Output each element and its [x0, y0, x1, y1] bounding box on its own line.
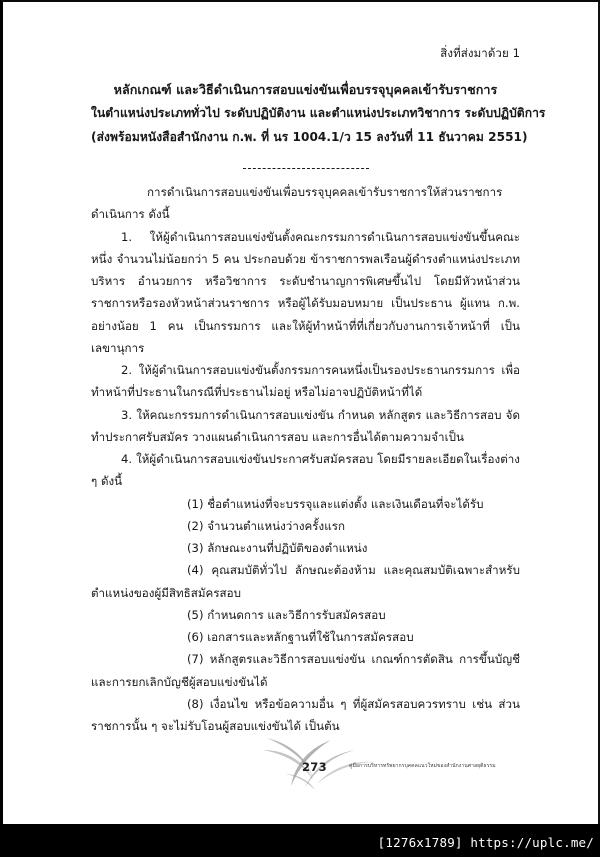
watermark-text: [1276x1789] https://uplc.me/ — [377, 835, 594, 850]
clause-3-number: 3. — [121, 407, 133, 422]
footer-note: คู่มือการบริหารทรัพยากรบุคคลแนวใหม่ของสำนักงานศาลยุติธรรม — [349, 763, 496, 769]
sub-item-7 — [91, 648, 520, 693]
clause-1-text: ให้ผู้ดำเนินการสอบแข่งขันตั้งคณะกรรมการดำเนินการสอบแข่งขันขึ้นคณะหนึ่ง จำนวนไม่น้อยกว่า 5 คน ประกอบด้วย ข้าราชการพลเรือนผู้ดำรงตำแหน่งประเภทบริหาร อำนวยการ หรือวิชาการ ระดับชำนาญการพิเศษขึ้นไป โดยมีหัวหน้าส่วนราชการหรือรองหัวหน้าส่วนราชการ หรือผู้ได้รับมอบหมาย เป็นประธาน ผู้แทน ก.พ. อย่างน้อย 1 คน เป็นกรรมการ และให้ผู้ทำหน้าที่ที่เกี่ยวกับงานการเจ้าหน้าที่ เป็นเลขานุการ — [91, 229, 520, 355]
clause-3 — [91, 404, 520, 449]
sub-item-8-text: เงื่อนไข หรือข้อความอื่น ๆ ที่ผู้สมัครสอบควรทราบ เช่น ส่วนราชการนั้น ๆ จะไม่รับโอนผู้สอบแข่งขันได้ เป็นต้น — [91, 696, 520, 734]
sub-item-6-number: (6) — [187, 630, 204, 645]
sub-item-1-text: ชื่อตำแหน่งที่จะบรรจุและแต่งตั้ง และเงินเดือนที่จะได้รับ — [207, 496, 484, 511]
clause-1 — [91, 226, 520, 360]
sub-item-7-text: หลักสูตรและวิธีการสอบแข่งขัน เกณฑ์การตัดสิน การขึ้นบัญชี และการยกเลิกบัญชีผู้สอบแข่งขันได้ — [91, 652, 520, 689]
sub-item-1 — [91, 493, 520, 515]
clause-4-number: 4. — [121, 452, 133, 467]
sub-item-2 — [91, 515, 520, 537]
page-title — [91, 78, 546, 150]
sub-item-8-number: (8) — [187, 696, 204, 711]
watermark-bar — [0, 824, 600, 857]
sub-item-1-number: (1) — [187, 496, 204, 511]
sub-item-3-number: (3) — [187, 541, 204, 556]
sub-item-4-text: คุณสมบัติทั่วไป ลักษณะต้องห้าม และคุณสมบัติเฉพาะสำหรับตำแหน่งของผู้มีสิทธิสมัครสอบ — [91, 563, 520, 600]
clause-3-text: ให้คณะกรรมการดำเนินการสอบแข่งขัน กำหนด หลักสูตร และวิธีการสอบ จัดทำประกาศรับสมัคร วางแผนดำเนินการสอบ และการอื่นได้ตามความจำเป็น — [91, 407, 520, 444]
sub-item-4 — [91, 559, 520, 604]
sub-item-8 — [91, 693, 520, 738]
sub-item-4-number: (4) — [187, 563, 204, 578]
page-number: 273 — [302, 760, 327, 774]
attachment-label: สิ่งที่ส่งมาด้วย 1 — [440, 46, 520, 60]
title-line-2: ในตำแหน่งประเภททั่วไป ระดับปฏิบัติงาน และตำแหน่งประเภทวิชาการ ระดับปฏิบัติการ — [91, 106, 546, 121]
title-line-3-reference: (ส่งพร้อมหนังสือสำนักงาน ก.พ. ที่ นร 1004.1/ว 15 ลงวันที่ 11 ธันวาคม 2551) — [91, 129, 528, 144]
dashed-rule — [243, 168, 369, 169]
sub-item-3-text: ลักษณะงานที่ปฏิบัติของตำแหน่ง — [207, 541, 368, 556]
clause-4 — [91, 448, 520, 493]
sub-item-5-number: (5) — [187, 607, 204, 622]
page-footer — [3, 734, 598, 798]
clause-1-number: 1. — [121, 229, 133, 244]
title-line-1: หลักเกณฑ์ และวิธีดำเนินการสอบแข่งขันเพื่อบรรจุบุคคลเข้ารับราชการ — [113, 81, 498, 97]
sub-item-5 — [91, 604, 520, 626]
sub-item-6-text: เอกสารและหลักฐานที่ใช้ในการสมัครสอบ — [207, 630, 414, 645]
clause-2-text: ให้ผู้ดำเนินการสอบแข่งขันตั้งกรรมการคนหนึ่งเป็นรองประธานกรรมการ เพื่อทำหน้าที่ประธานในกรณีที่ประธานไม่อยู่ หรือไม่อาจปฏิบัติหน้าที่ได้ — [91, 363, 520, 400]
section-divider — [91, 158, 520, 168]
sub-item-5-text: กำหนดการ และวิธีการรับสมัครสอบ — [207, 607, 386, 622]
page-content — [3, 2, 598, 824]
clause-2-number: 2. — [121, 363, 133, 378]
intro-paragraph: การดำเนินการสอบแข่งขันเพื่อบรรจุบุคคลเข้ารับราชการให้ส่วนราชการดำเนินการ ดังนี้ — [91, 185, 503, 222]
sub-item-6 — [91, 626, 520, 648]
sub-item-2-number: (2) — [187, 518, 204, 533]
sub-item-2-text: จำนวนตำแหน่งว่างครั้งแรก — [207, 518, 346, 533]
clause-2 — [91, 359, 520, 404]
sub-item-7-number: (7) — [187, 652, 204, 667]
clause-4-text: ให้ผู้ดำเนินการสอบแข่งขันประกาศรับสมัครสอบ โดยมีรายละเอียดในเรื่องต่าง ๆ ดังนี้ — [91, 452, 520, 489]
sub-item-3 — [91, 537, 520, 559]
